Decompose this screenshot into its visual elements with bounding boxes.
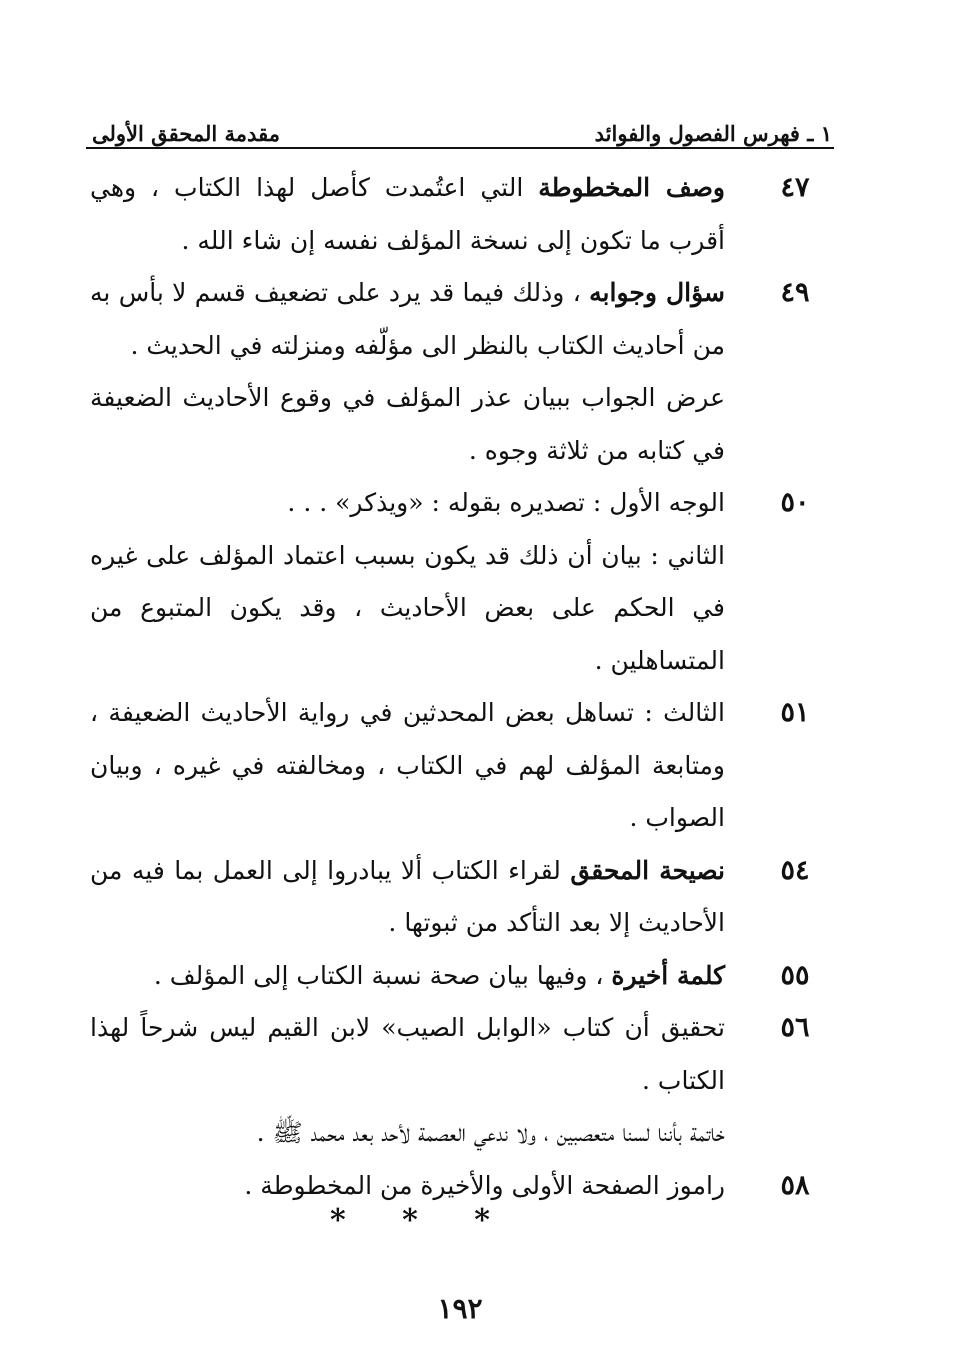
index-list xyxy=(90,162,835,1212)
entry-page-number: ٥٤ xyxy=(780,854,810,886)
entry-page-number: ٥١ xyxy=(780,697,810,728)
entry-body: خاتمة بأننا لسنا متعصبين ، ولا ندعي العصمة لأحد بعد محمد ﷺ . xyxy=(256,1118,725,1147)
section-separator xyxy=(330,1203,490,1243)
entry-body: الوجه الأول : تصديره بقوله : «ويذكر» . . . xyxy=(287,488,725,517)
asterisk-icon: * xyxy=(402,1203,418,1238)
entry-lead: كلمة أخيرة xyxy=(611,960,725,990)
index-entry xyxy=(90,267,835,372)
entry-page-number: ٥٠ xyxy=(780,487,810,518)
page-number: ١٩٢ xyxy=(437,1292,483,1325)
index-entry xyxy=(90,477,835,530)
entry-lead: نصيحة المحقق xyxy=(570,855,725,885)
entry-page-number: ٥٦ xyxy=(780,1012,810,1043)
asterisk-icon: * xyxy=(330,1203,346,1238)
entry-text xyxy=(90,162,725,267)
index-entry xyxy=(90,1002,835,1107)
index-entry xyxy=(90,687,835,845)
entry-body: تحقيق أن كتاب «الوابل الصيب» لابن القيم ليس شرحاً لهذا الكتاب . xyxy=(90,1013,725,1095)
entry-body: الثاني : بيان أن ذلك قد يكون بسبب اعتماد المؤلف على غيره في الحكم على بعض الأحاديث ، وقد يكون المتبوع من المتساهلين . xyxy=(90,540,725,675)
entry-body: لقراء الكتاب ألا يبادروا إلى العمل بما فيه من الأحاديث إلا بعد التأكد من ثبوتها . xyxy=(90,855,725,937)
entry-page-number: ٥٨ xyxy=(780,1169,810,1201)
running-header xyxy=(92,112,832,146)
entry-body: راموز الصفحة الأولى والأخيرة من المخطوطة . xyxy=(244,1170,725,1200)
entry-text xyxy=(90,477,725,530)
index-entry xyxy=(90,372,835,477)
index-entry xyxy=(90,1107,835,1160)
entry-page-number: ٥٥ xyxy=(780,959,810,991)
entry-body: ، وذلك فيما قد يرد على تضعيف قسم لا بأس به من أحاديث الكتاب بالنظر الى مؤلّفه ومنزلته في الحديث . xyxy=(90,278,725,360)
header-section-title: ١ ـ فهرس الفصول والفوائد xyxy=(594,121,832,146)
entry-body: التي اعتُمدت كأصل لهذا الكتاب ، وهي أقرب ما تكون إلى نسخة المؤلف نفسه إن شاء الله . xyxy=(90,173,725,255)
entry-body: عرض الجواب ببيان عذر المؤلف في وقوع الأحاديث الضعيفة في كتابه من ثلاثة وجوه . xyxy=(90,383,725,465)
entry-lead: وصف المخطوطة xyxy=(538,173,725,202)
entry-lead: سؤال وجوابه xyxy=(589,278,725,307)
index-entry xyxy=(90,845,835,950)
header-rule xyxy=(86,147,834,149)
entry-text xyxy=(90,687,725,845)
index-entry xyxy=(90,162,835,267)
entry-text xyxy=(90,372,725,477)
entry-text xyxy=(90,1002,725,1107)
entry-page-number: ٤٧ xyxy=(780,172,810,203)
entry-text xyxy=(90,530,725,688)
entry-text xyxy=(90,1107,725,1160)
entry-text xyxy=(90,845,725,950)
entry-text xyxy=(90,267,725,372)
entry-body: الثالث : تساهل بعض المحدثين في رواية الأحاديث الضعيفة ، ومتابعة المؤلف لهم في الكتاب ، ومخالفته في غيره ، وبيان الصواب . xyxy=(90,698,725,832)
entry-text xyxy=(90,950,725,1003)
asterisk-icon: * xyxy=(474,1203,490,1238)
header-chapter-title: مقدمة المحقق الأولى xyxy=(92,121,280,146)
entry-page-number: ٤٩ xyxy=(780,277,810,308)
index-entry xyxy=(90,950,835,1003)
index-entry xyxy=(90,530,835,688)
entry-body: ، وفيها بيان صحة نسبة الكتاب إلى المؤلف . xyxy=(153,960,604,990)
